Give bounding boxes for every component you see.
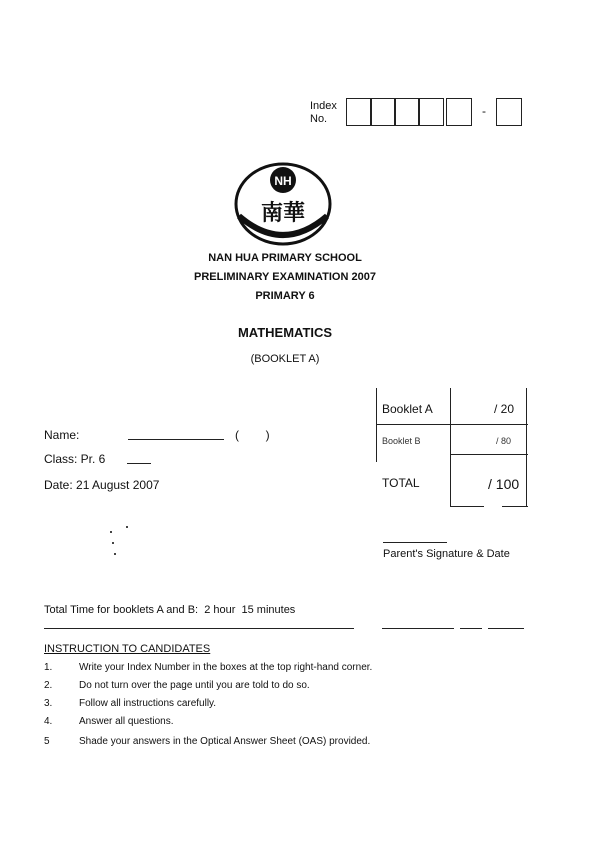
instruction-item: 1. Write your Index Number in the boxes at the top right-hand corner. <box>44 662 373 673</box>
index-box-3[interactable] <box>394 98 420 126</box>
rule-right-1 <box>382 628 454 629</box>
index-box-2[interactable] <box>370 98 396 126</box>
booklet-b-label: Booklet B <box>382 436 421 446</box>
index-box-4[interactable] <box>418 98 444 126</box>
index-separator: - <box>482 104 486 118</box>
school-name: NAN HUA PRIMARY SCHOOL <box>208 252 362 264</box>
instruction-item: 2. Do not turn over the page until you are told to do so. <box>44 680 310 691</box>
register-number-paren: ( ) <box>235 428 270 442</box>
parent-signature-label: Parent's Signature & Date <box>383 548 510 560</box>
name-line[interactable] <box>128 439 224 440</box>
index-box-6[interactable] <box>496 98 522 126</box>
instruction-item: 3. Follow all instructions carefully. <box>44 698 217 709</box>
index-number-label: Index No. <box>310 100 337 125</box>
date-label: Date: 21 August 2007 <box>44 478 160 492</box>
total-label: TOTAL <box>382 476 420 490</box>
total-time-text: Total Time for booklets A and B: 2 hour 15 minutes <box>44 604 296 616</box>
class-line[interactable] <box>127 463 151 464</box>
logo-monogram: NH <box>274 174 292 188</box>
booklet-a-label: Booklet A <box>382 402 433 416</box>
index-box-5[interactable] <box>446 98 472 126</box>
class-label: Class: Pr. 6 <box>44 452 106 466</box>
index-box-1[interactable] <box>346 98 372 126</box>
score-table <box>376 388 528 504</box>
logo-chinese: 南華 <box>260 201 306 226</box>
subject-title: MATHEMATICS <box>237 325 333 340</box>
total-score: / 100 <box>488 476 520 492</box>
instruction-item: 4. Answer all questions. <box>44 716 174 727</box>
booklet-title: (BOOKLET A) <box>250 353 320 365</box>
rule-right-2 <box>460 628 482 629</box>
level-title: PRIMARY 6 <box>255 290 315 302</box>
booklet-b-score: / 80 <box>496 436 512 446</box>
school-logo <box>233 158 333 246</box>
name-label: Name: <box>44 428 80 442</box>
exam-title: PRELIMINARY EXAMINATION 2007 <box>194 271 376 283</box>
instructions-title: INSTRUCTION TO CANDIDATES <box>44 643 211 655</box>
rule-right-3 <box>488 628 524 629</box>
booklet-a-score: / 20 <box>494 402 515 416</box>
instruction-item: 5 Shade your answers in the Optical Answer Sheet (OAS) provided. <box>44 736 371 747</box>
signature-line[interactable] <box>383 542 447 543</box>
rule-left <box>44 628 354 629</box>
